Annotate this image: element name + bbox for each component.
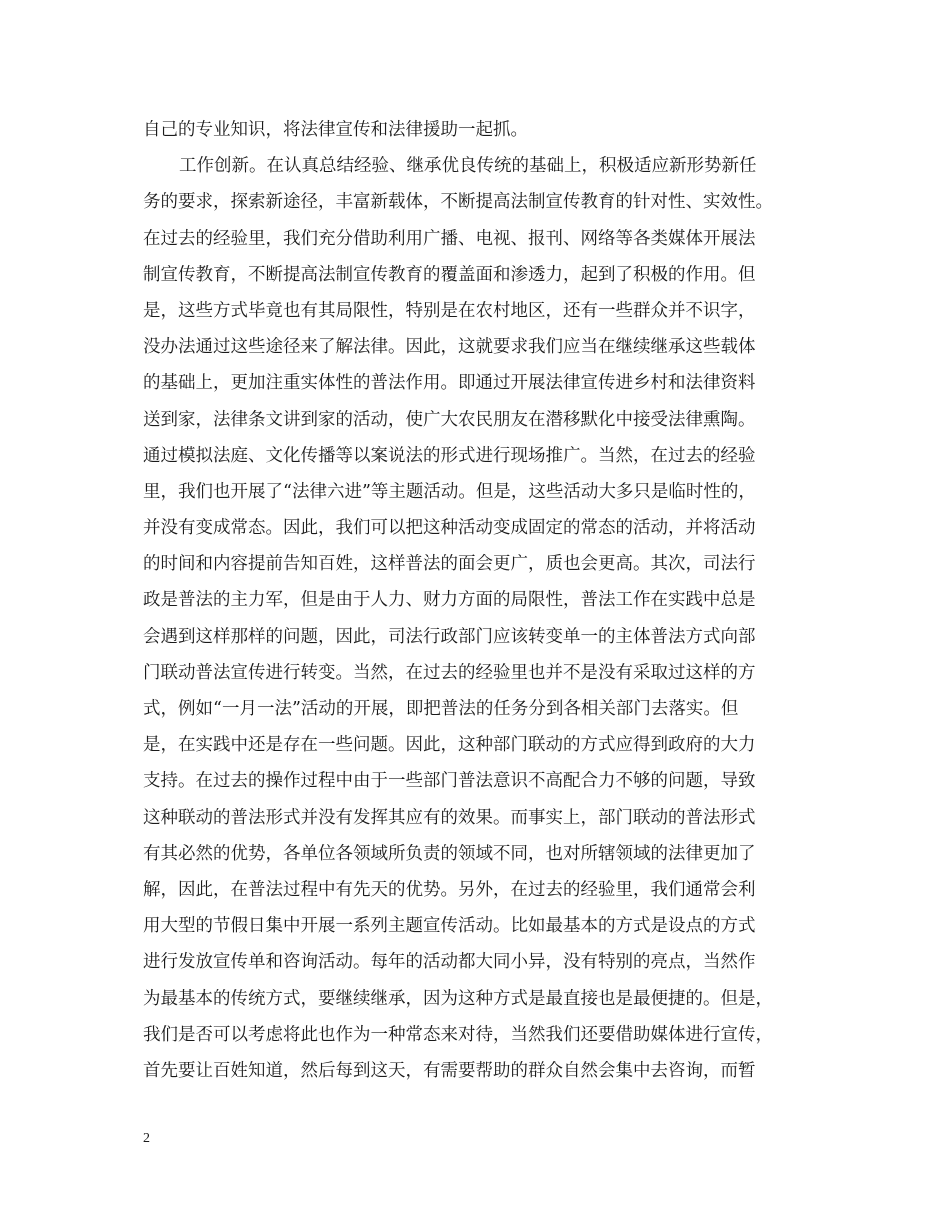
text-line: 我们是否可以考虑将此也作为一种常态来对待，当然我们还要借助媒体进行宣传， xyxy=(143,1024,773,1045)
text-line: 进行发放宣传单和咨询活动。每年的活动都大同小异，没有特别的亮点，当然作 xyxy=(143,952,756,973)
text-line: 并没有变成常态。因此，我们可以把这种活动变成固定的常态的活动，并将活动 xyxy=(143,518,756,539)
text-line: 政是普法的主力军，但是由于人力、财力方面的局限性，普法工作在实践中总是 xyxy=(143,590,756,611)
text-line: 制宣传教育，不断提高法制宣传教育的覆盖面和渗透力，起到了积极的作用。但 xyxy=(143,264,756,285)
text-line: 的基础上，更加注重实体性的普法作用。即通过开展法律宣传进乡村和法律资料 xyxy=(143,373,756,394)
text-line: 务的要求，探索新途径，丰富新载体，不断提高法制宣传教育的针对性、实效性。 xyxy=(143,192,773,213)
text-line: 会遇到这样那样的问题，因此，司法行政部门应该转变单一的主体普法方式向部 xyxy=(143,626,756,647)
text-line: 为最基本的传统方式，要继续继承，因为这种方式是最直接也是最便捷的。但是， xyxy=(143,988,773,1009)
text-line: 式，例如“一月一法”活动的开展，即把普法的任务分到各相关部门去落实。但 xyxy=(143,699,739,719)
text-line: 通过模拟法庭、文化传播等以案说法的形式进行现场推广。当然，在过去的经验 xyxy=(143,445,756,466)
body-text xyxy=(143,112,833,1089)
text-line: 这种联动的普法形式并没有发挥其应有的效果。而事实上，部门联动的普法形式 xyxy=(143,807,756,828)
text-line: 是，这些方式毕竟也有其局限性，特别是在农村地区，还有一些群众并不识字， xyxy=(143,300,756,321)
text-line: 送到家，法律条文讲到家的活动，使广大农民朋友在潜移默化中接受法律熏陶。 xyxy=(143,409,756,430)
text-line: 的时间和内容提前告知百姓，这样普法的面会更广，质也会更高。其次，司法行 xyxy=(143,554,756,575)
text-line: 自己的专业知识，将法律宣传和法律援助一起抓。 xyxy=(143,120,528,140)
text-line: 是，在实践中还是存在一些问题。因此，这种部门联动的方式应得到政府的大力 xyxy=(143,735,756,756)
text-line: 用大型的节假日集中开展一系列主题宣传活动。比如最基本的方式是设点的方式 xyxy=(143,916,756,937)
paragraph-start-line: 工作创新。在认真总结经验、继承优良传统的基础上，积极适应新形势新任 xyxy=(179,156,757,177)
text-line: 没办法通过这些途径来了解法律。因此，这就要求我们应当在继续继承这些载体 xyxy=(143,337,756,358)
text-line: 有其必然的优势，各单位各领域所负责的领域不同，也对所辖领域的法律更加了 xyxy=(143,843,756,864)
text-line: 首先要让百姓知道，然后每到这天，有需要帮助的群众自然会集中去咨询，而暂 xyxy=(143,1060,756,1081)
text-line: 支持。在过去的操作过程中由于一些部门普法意识不高配合力不够的问题，导致 xyxy=(143,771,756,792)
text-line: 在过去的经验里，我们充分借助利用广播、电视、报刊、网络等各类媒体开展法 xyxy=(143,228,756,249)
text-line: 门联动普法宣传进行转变。当然，在过去的经验里也并不是没有采取过这样的方 xyxy=(143,662,756,683)
page-number: 2 xyxy=(143,1131,150,1146)
text-line: 里，我们也开展了“法律六进”等主题活动。但是，这些活动大多只是临时性的， xyxy=(143,481,756,502)
text-line: 解，因此，在普法过程中有先天的优势。另外，在过去的经验里，我们通常会利 xyxy=(143,879,756,900)
